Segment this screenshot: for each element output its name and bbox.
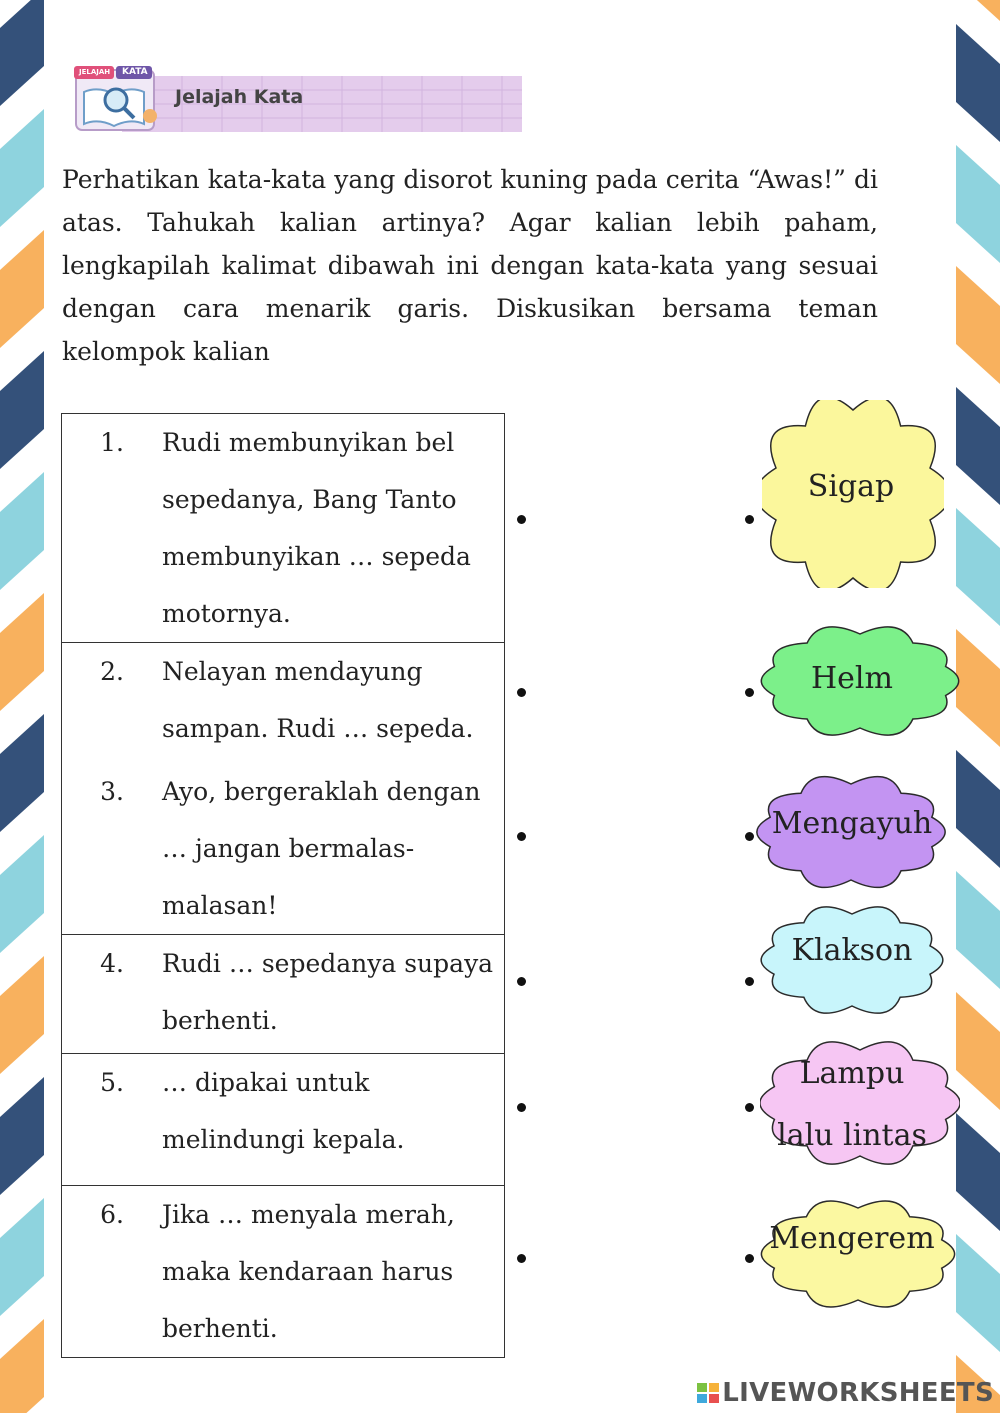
question-text: Ayo, bergeraklah dengan … jangan bermalas-malasan! bbox=[162, 777, 481, 920]
question-dot-5[interactable] bbox=[517, 1103, 526, 1112]
border-stripe bbox=[0, 1077, 44, 1195]
table-row bbox=[62, 935, 505, 1054]
question-dot-1[interactable] bbox=[517, 515, 526, 524]
question-dot-2[interactable] bbox=[517, 688, 526, 697]
table-row bbox=[62, 1054, 505, 1186]
brand-text: LIVEWORKSHEETS bbox=[722, 1378, 994, 1408]
border-stripe bbox=[956, 629, 1000, 747]
border-stripe bbox=[0, 1198, 44, 1316]
border-stripe bbox=[956, 24, 1000, 142]
liveworksheets-logo-icon bbox=[696, 1381, 720, 1405]
question-number: 6. bbox=[100, 1200, 124, 1229]
section-title: Jelajah Kata bbox=[175, 86, 304, 108]
answer-dot-1[interactable] bbox=[745, 515, 754, 524]
question-item-2 bbox=[62, 643, 504, 757]
badge-top-text: JELAJAH bbox=[79, 68, 111, 76]
answer-label-4: Klakson bbox=[791, 933, 913, 968]
answer-label-1: Sigap bbox=[807, 469, 895, 504]
border-stripe bbox=[956, 266, 1000, 384]
liveworksheets-brand bbox=[696, 1378, 994, 1408]
border-stripe bbox=[0, 835, 44, 953]
border-stripe bbox=[956, 387, 1000, 505]
border-stripe bbox=[0, 714, 44, 832]
answer-label-5-line-1: Lampu bbox=[799, 1056, 905, 1091]
question-item-6 bbox=[62, 1186, 504, 1357]
instruction-paragraph: Perhatikan kata-kata yang disorot kuning pada cerita “Awas!” di atas. Tahukah kalian artinya? Agar kalian lebih paham, lengkapilah kalimat dibawah ini dengan kata-kata yang sesuai dengan cara menarik garis. Diskusikan bersama teman kelompok kalian bbox=[62, 165, 878, 366]
table-row bbox=[62, 1186, 505, 1358]
border-stripe bbox=[956, 508, 1000, 626]
question-number: 3. bbox=[100, 777, 124, 806]
answer-label-5-line-2: lalu lintas bbox=[777, 1118, 927, 1153]
question-text: … dipakai untuk melindungi kepala. bbox=[162, 1068, 405, 1154]
border-stripe bbox=[956, 992, 1000, 1110]
border-stripe bbox=[956, 750, 1000, 868]
border-stripe bbox=[0, 109, 44, 227]
question-number: 5. bbox=[100, 1068, 124, 1097]
question-dot-6[interactable] bbox=[517, 1254, 526, 1263]
left-stripe-border bbox=[0, 0, 44, 1413]
question-dot-3[interactable] bbox=[517, 832, 526, 841]
table-row bbox=[62, 414, 505, 643]
border-stripe bbox=[956, 1234, 1000, 1352]
question-dot-4[interactable] bbox=[517, 977, 526, 986]
question-number: 1. bbox=[100, 428, 124, 457]
question-table bbox=[61, 413, 505, 1358]
border-stripe bbox=[956, 871, 1000, 989]
answer-label-3: Mengayuh bbox=[771, 806, 933, 841]
table-row bbox=[62, 643, 505, 935]
border-stripe bbox=[0, 593, 44, 711]
border-stripe bbox=[956, 1113, 1000, 1231]
border-stripe bbox=[0, 1319, 44, 1413]
question-text: Nelayan mendayung sampan. Rudi … sepeda. bbox=[162, 657, 474, 743]
border-stripe bbox=[0, 230, 44, 348]
badge-corner-text: KATA bbox=[122, 67, 148, 77]
question-item-4 bbox=[62, 935, 504, 1049]
question-item-3 bbox=[62, 763, 504, 934]
right-stripe-border bbox=[956, 0, 1000, 1413]
answer-label-6: Mengerem bbox=[769, 1221, 935, 1256]
border-stripe bbox=[956, 0, 1000, 21]
border-stripe bbox=[0, 956, 44, 1074]
question-text: Rudi … sepedanya supaya berhenti. bbox=[162, 949, 494, 1035]
border-stripe bbox=[0, 0, 44, 106]
question-text: Jika … menyala merah, maka kendaraan harus berhenti. bbox=[162, 1200, 455, 1343]
question-number: 4. bbox=[100, 949, 124, 978]
border-stripe bbox=[956, 145, 1000, 263]
question-item-5 bbox=[62, 1054, 504, 1168]
question-text: Rudi membunyikan bel sepedanya, Bang Tanto membunyikan … sepeda motornya. bbox=[162, 428, 471, 628]
answer-label-2: Helm bbox=[811, 661, 893, 696]
question-item-1 bbox=[62, 414, 504, 642]
border-stripe bbox=[0, 472, 44, 590]
border-stripe bbox=[0, 351, 44, 469]
question-number: 2. bbox=[100, 657, 124, 686]
